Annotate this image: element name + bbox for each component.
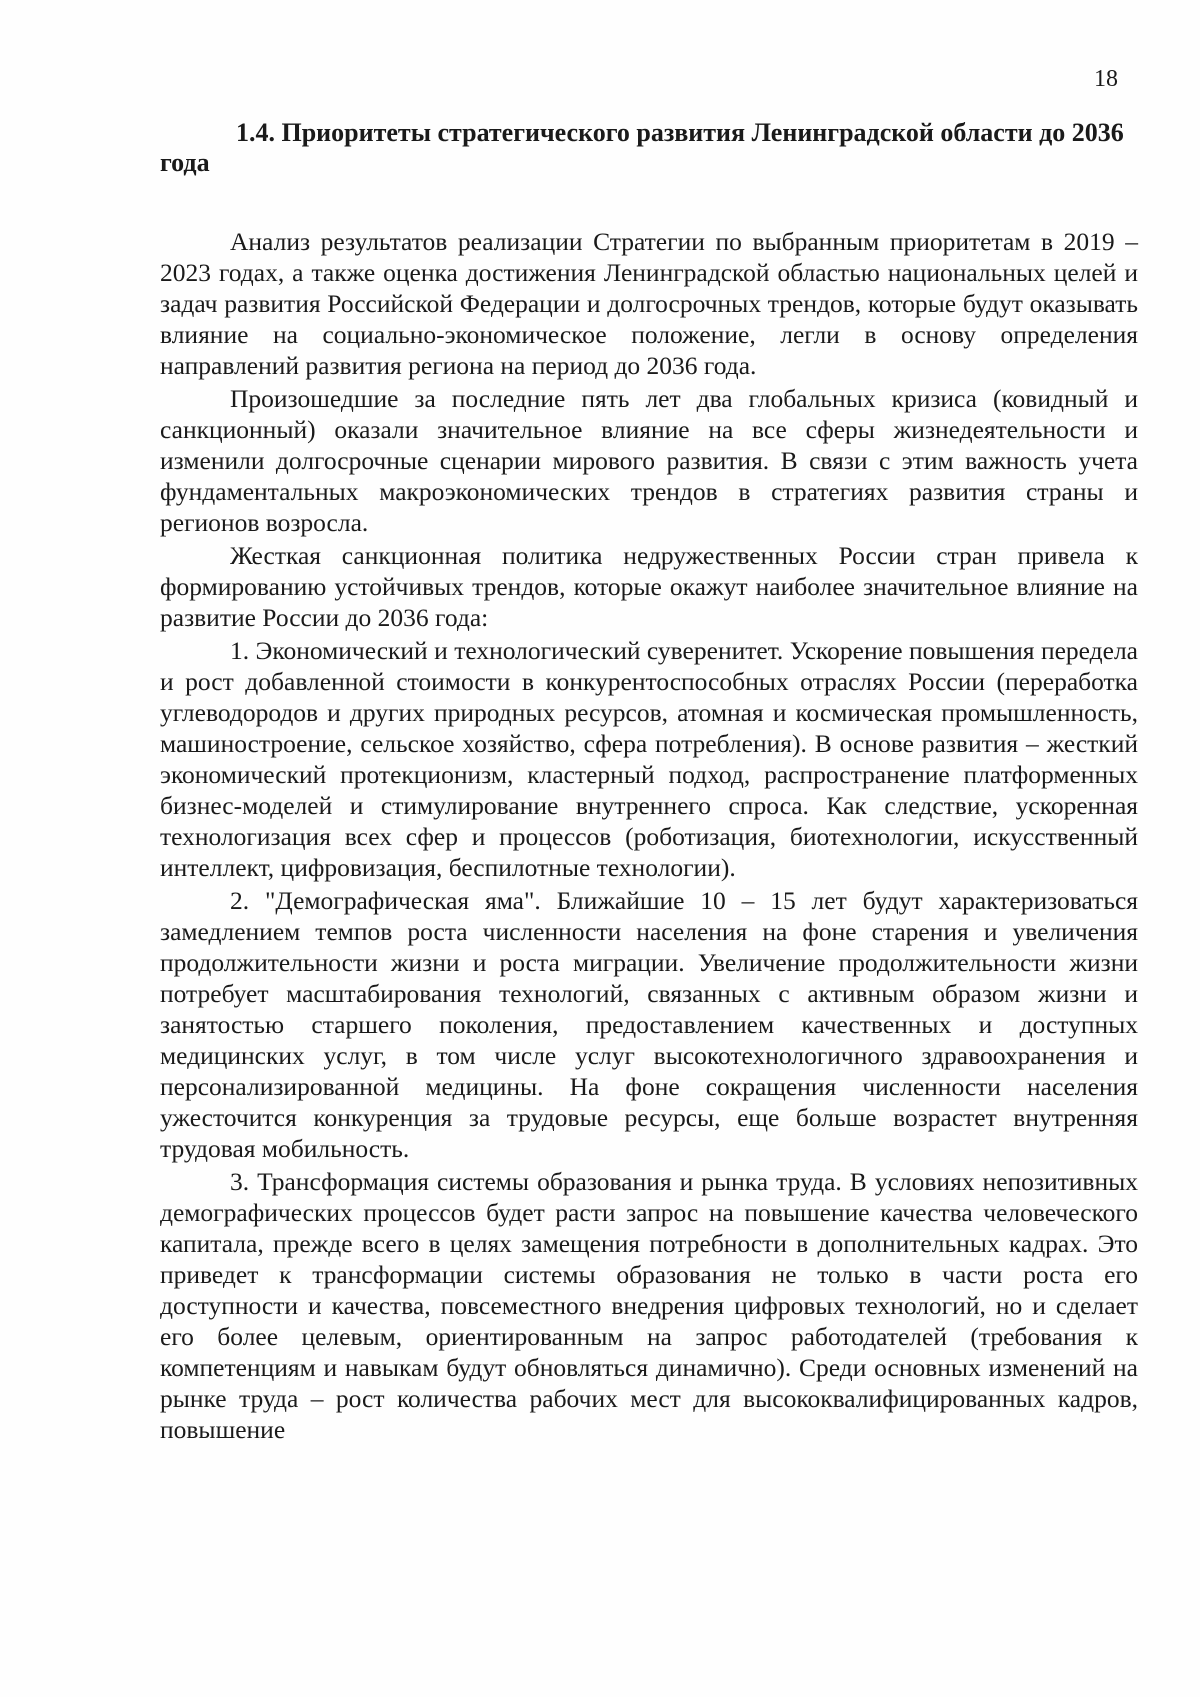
section-heading: 1.4. Приоритеты стратегического развития Ленинградской области до 2036 года [160, 118, 1124, 177]
paragraph: Анализ результатов реализации Стратегии по выбранным приоритетам в 2019 – 2023 годах, а также оценка достижения Ленинградской областью национальных целей и задач развития Российской Федерации и долгосрочных трендов, которые будут оказывать влияние на социально-экономическое положение, легли в основу определения направлений развития региона на период до 2036 года. [160, 227, 1138, 380]
paragraph: Жесткая санкционная политика недружественных России стран привела к формированию устойчивых трендов, которые окажут наиболее значительное влияние на развитие России до 2036 года: [160, 541, 1138, 632]
paragraph: 3. Трансформация системы образования и рынка труда. В условиях непозитивных демографических процессов будет расти запрос на повышение качества человеческого капитала, прежде всего в целях замещения потребности в дополнительных кадрах. Это приведет к трансформации системы образования не только в части роста его доступности и качества, повсеместного внедрения цифровых технологий, но и сделает его более целевым, ориентированным на запрос работодателей (требования к компетенциям и навыкам будут обновляться динамично). Среди основных изменений на рынке труда – рост количества рабочих мест для высококвалифицированных кадров, повышение [160, 1167, 1138, 1444]
paragraph: 2. "Демографическая яма". Ближайшие 10 – 15 лет будут характеризоваться замедлением темпов роста численности населения на фоне старения и увеличения продолжительности жизни и роста миграции. Увеличение продолжительности жизни потребует масштабирования технологий, связанных с активным образом жизни и занятостью старшего поколения, предоставлением качественных и доступных медицинских услуг, в том числе услуг высокотехнологичного здравоохранения и персонализированной медицины. На фоне сокращения численности населения ужесточится конкуренция за трудовые ресурсы, еще больше возрастет внутренняя трудовая мобильность. [160, 886, 1138, 1163]
page-number: 18 [1094, 66, 1118, 92]
paragraph: Произошедшие за последние пять лет два глобальных кризиса (ковидный и санкционный) оказали значительное влияние на все сферы жизнедеятельности и изменили долгосрочные сценарии мирового развития. В связи с этим важность учета фундаментальных макроэкономических трендов в стратегиях развития страны и регионов возросла. [160, 384, 1138, 537]
paragraph: 1. Экономический и технологический суверенитет. Ускорение повышения передела и рост добавленной стоимости в конкурентоспособных отраслях России (переработка углеводородов и других природных ресурсов, атомная и космическая промышленность, машиностроение, сельское хозяйство, сфера потребления). В основе развития – жесткий экономический протекционизм, кластерный подход, распространение платформенных бизнес-моделей и стимулирование внутреннего спроса. Как следствие, ускоренная технологизация всех сфер и процессов (роботизация, биотехнологии, искусственный интеллект, цифровизация, беспилотные технологии). [160, 636, 1138, 882]
document-body [160, 118, 1138, 1447]
